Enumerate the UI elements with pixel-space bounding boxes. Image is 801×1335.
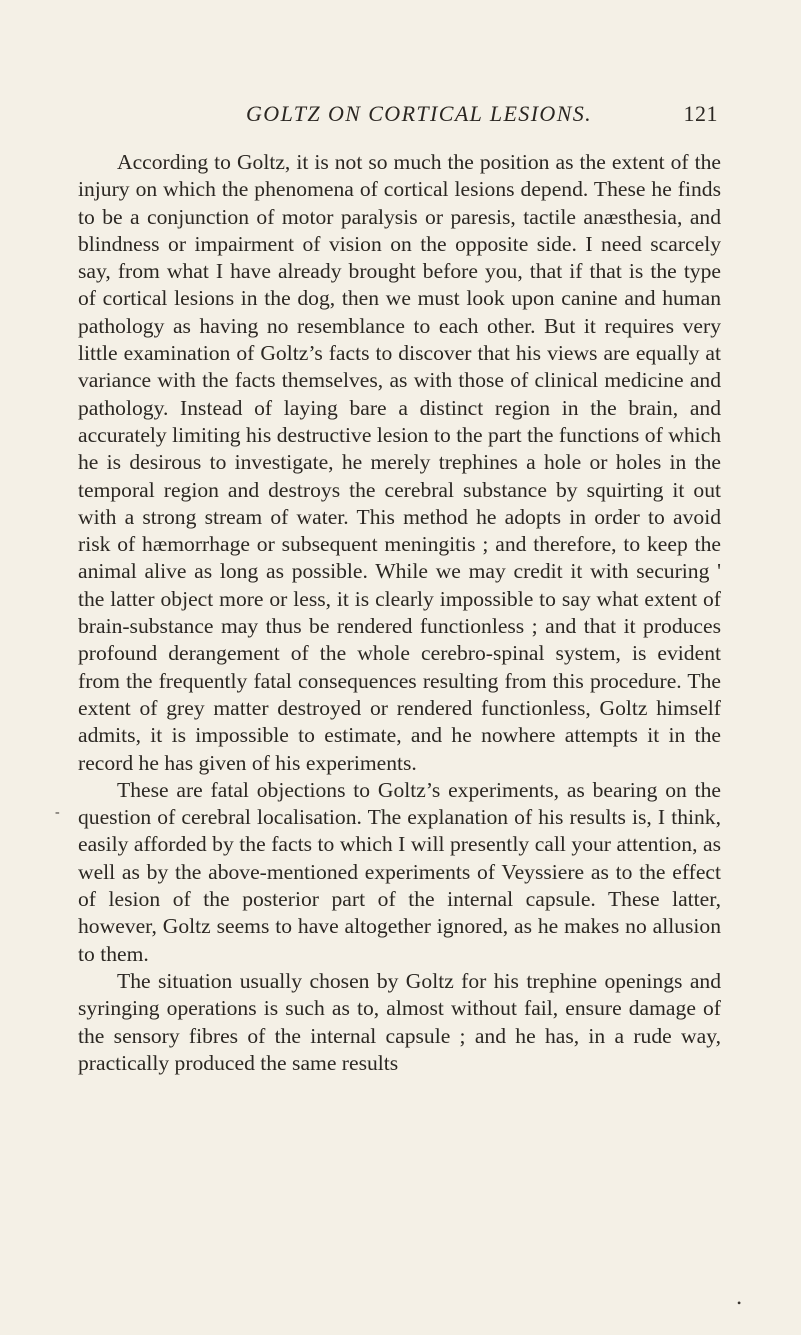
body-text [78, 149, 721, 1077]
paragraph-1: According to Goltz, it is not so much the position as the extent of the injury on which the phenomena of cortical lesions depend. These he finds to be a conjunction of motor paralysis or paresis, tactile anæsthesia, and blindness or impairment of vision on the opposite side. I need scarcely say, from what I have already brought before you, that if that is the type of cortical lesions in the dog, then we must look upon canine and human pathology as having no resemblance to each other. But it requires very little examination of Goltz’s facts to discover that his views are equally at variance with the facts themselves, as with those of clinical medicine and pathology. Instead of laying bare a distinct region in the brain, and accurately limiting his destructive lesion to the part the functions of which he is desirous to investigate, he merely trephines a hole or holes in the temporal region and destroys the cerebral substance by squirting it out with a strong stream of water. This method he adopts in order to avoid risk of hæmorrhage or subsequent meningitis ; and therefore, to keep the animal alive as long as possible. While we may credit it with securing ' the latter object more or less, it is clearly impossible to say what extent of brain-substance may thus be rendered functionless ; and that it produces profound derangement of the whole cerebro-spinal system, is evident from the frequently fatal consequences resulting from this procedure. The extent of grey matter destroyed or rendered functionless, Goltz himself admits, it is impossible to estimate, and he nowhere attempts it in the record he has given of his experiments. [78, 150, 721, 775]
margin-dot-mark: • [737, 1296, 742, 1310]
paragraph-3: The situation usually chosen by Goltz for his trephine openings and syringing operations is such as to, almost without fail, ensure damage of the sensory fibres of the internal capsule ; and he has, in a rude way, practically produced the same results [78, 968, 721, 1075]
paragraph-2: These are fatal objections to Goltz’s experiments, as bearing on the question of cerebral localisation. The explanation of his results is, I think, easily afforded by the facts to which I will presently call your attention, as well as by the above-mentioned experiments of Veyssiere as to the effect of lesion of the posterior part of the internal capsule. These latter, however, Goltz seems to have altogether ignored, as he makes no allusion to them. [78, 777, 721, 966]
margin-dash-mark: - [55, 805, 60, 820]
page-number: 121 [683, 101, 718, 126]
running-head-title: GOLTZ ON CORTICAL LESIONS. [246, 101, 593, 126]
running-head [246, 98, 718, 130]
